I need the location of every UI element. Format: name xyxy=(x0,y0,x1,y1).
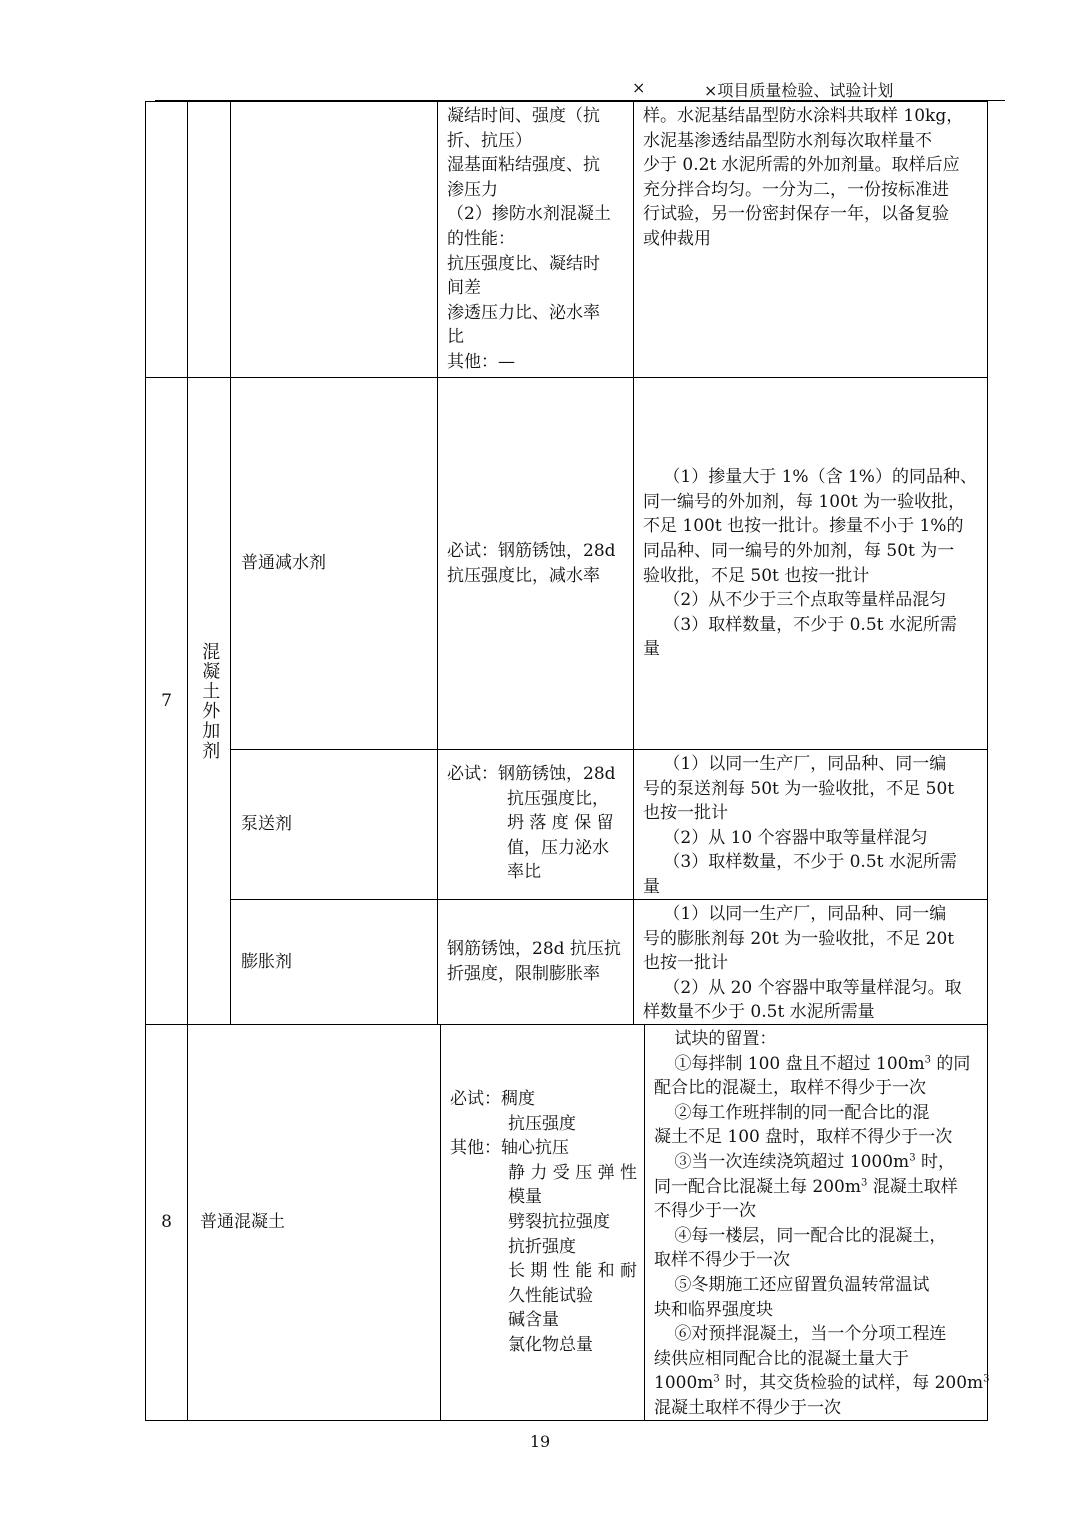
row7-item-sampling-line: 同一编号的外加剂，每 100t 为一验收批， xyxy=(643,491,966,512)
row7-item-sampling-line: 号的膨胀剂每 20t 为一验收批，不足 20t xyxy=(643,928,955,949)
row7-item-sampling-line: 验收批，不足 50t 也按一批计 xyxy=(643,565,870,586)
row7-item-test-line: 抗压强度比， xyxy=(507,788,609,809)
row7-item-test-line: 钢筋锈蚀，28d 抗压抗 xyxy=(447,939,621,960)
row7-item-sampling-line: （3）取样数量，不少于 0.5t 水泥所需 xyxy=(663,852,957,873)
row8-sampling-line: $1000m^3$ 时，其交货检验的试样，每 $200m^3$ xyxy=(654,1373,990,1394)
row7-item-sampling-line: 也按一批计 xyxy=(643,953,728,974)
row8-sampling-line: ①每拌制 100 盘且不超过 $100m^3$ 的同 xyxy=(674,1053,971,1074)
row8-sampling-line: 同一配合比混凝土每 $200m^3$ 混凝土取样 xyxy=(654,1176,958,1197)
row7-category: 混凝土外加剂 xyxy=(199,641,221,761)
cont-sampling-line: 样。水泥基结晶型防水涂料共取样 10kg， xyxy=(643,106,964,126)
row8-test-line: 模量 xyxy=(508,1187,542,1208)
cont-test-line: 凝结时间、强度（抗 xyxy=(447,106,600,126)
row7-item-sampling-line: （1）掺量大于 1%（含 1%）的同品种、 xyxy=(663,467,977,488)
row8-test-line: 抗折强度 xyxy=(508,1236,576,1257)
row7-item-tests-cell xyxy=(437,749,634,900)
cont-sampling-line: 水泥基渗透结晶型防水剂每次取样量不 xyxy=(643,130,932,151)
row7-item-name-cell xyxy=(230,377,438,750)
cont-test-line: 折、抗压） xyxy=(447,130,532,151)
row8-name: 普通混凝土 xyxy=(200,1212,285,1233)
row8-sampling-line: 块和临界强度块 xyxy=(654,1299,773,1320)
row7-item-sampling-line: （2）从不少于三个点取等量样品混匀 xyxy=(663,590,947,611)
row7-item-test-line: 必试：钢筋锈蚀，28d xyxy=(447,764,616,784)
row7-item-test-line: 坍 落 度 保 留 xyxy=(507,813,614,834)
row7-item-test-line: 折强度，限制膨胀率 xyxy=(447,964,600,984)
row8-test-line: 劈裂抗拉强度 xyxy=(508,1211,610,1232)
row7-item-sampling-line: 样数量不少于 0.5t 水泥所需量 xyxy=(643,1002,875,1023)
row8-sampling-line: 取样不得少于一次 xyxy=(654,1250,790,1271)
row7-item-sampling-line: 量 xyxy=(643,876,660,897)
cont-sampling-line: 或仲裁用 xyxy=(643,228,711,249)
row7-item-sampling-line: 号的泵送剂每 50t 为一验收批，不足 50t xyxy=(643,778,955,799)
row8-test-line: 必试：稠度 xyxy=(450,1089,535,1109)
row7-item-test-line: 抗压强度比，减水率 xyxy=(447,565,600,586)
row7-item-sampling-cell xyxy=(633,749,988,900)
row8-sampling-line: ⑤冬期施工还应留置负温转常温试 xyxy=(674,1274,930,1295)
row8-test-line: 氯化物总量 xyxy=(508,1334,593,1355)
row8-sampling-line: ③当一次连续浇筑超过 $1000m^3$ 时， xyxy=(674,1151,955,1172)
row8-sampling-cell xyxy=(644,1024,988,1421)
row8-test-line: 其他：轴心抗压 xyxy=(450,1138,569,1159)
row7-item-name-cell xyxy=(230,749,438,900)
cont-test-line: 渗压力 xyxy=(447,179,498,200)
cont-tests-cell xyxy=(437,101,634,378)
row7-number: 7 xyxy=(145,377,188,1025)
row7-item-test-line: 率比 xyxy=(507,862,541,883)
row8-test-line: 久性能试验 xyxy=(508,1285,593,1306)
row8-sampling-line: ④每一楼层，同一配合比的混凝土， xyxy=(674,1225,947,1246)
row7-item-name-cell xyxy=(230,899,438,1025)
row8-sampling-line: 试块的留置： xyxy=(674,1029,777,1049)
row7-item-sampling-line: （1）以同一生产厂，同品种、同一编 xyxy=(663,754,947,774)
row8-sampling-line: 混凝土取样不得少于一次 xyxy=(654,1397,841,1418)
cont-sampling-cell xyxy=(633,101,988,378)
row8-test-line: 长 期 性 能 和 耐 xyxy=(508,1261,638,1282)
cont-no-cell xyxy=(145,101,188,378)
row7-item-sampling-line: 不足 100t 也按一批计。掺量不小于 1%的 xyxy=(643,516,964,537)
cont-test-line: 湿基面粘结强度、抗 xyxy=(447,155,600,176)
row8-sampling-line: 配合比的混凝土，取样不得少于一次 xyxy=(654,1078,926,1099)
row7-item-sampling-line: 量 xyxy=(643,639,660,660)
row7-item-tests-cell xyxy=(437,377,634,750)
row7-item-sampling-line: 也按一批计 xyxy=(643,803,728,824)
cont-sampling-line: 充分拌合均匀。一分为二，一份按标准进 xyxy=(643,179,949,200)
row7-item-name: 泵送剂 xyxy=(241,814,292,835)
row7-item-test-line: 值，压力泌水 xyxy=(507,837,609,858)
cont-sampling-line: 少于 0.2t 水泥所需的外加剂量。取样后应 xyxy=(643,155,960,176)
row8-sampling-line: ⑥对预拌混凝土，当一个分项工程连 xyxy=(674,1324,947,1345)
row8-name-cell xyxy=(187,1024,441,1421)
running-header xyxy=(600,74,1020,98)
row7-item-sampling-line: （2）从 10 个容器中取等量样混匀 xyxy=(663,827,928,848)
row7-item-sampling-cell xyxy=(633,377,988,750)
cont-test-line: 比 xyxy=(447,327,464,348)
cont-sampling-line: 行试验，另一份密封保存一年，以备复验 xyxy=(643,204,949,225)
row7-item-sampling-line: （1）以同一生产厂，同品种、同一编 xyxy=(663,904,947,924)
cont-item-cell xyxy=(230,101,438,378)
page-number: 19 xyxy=(529,1432,551,1451)
row7-item-name: 普通减水剂 xyxy=(241,553,326,574)
row8-sampling-line: ②每工作班拌制的同一配合比的混 xyxy=(674,1102,930,1123)
cont-test-line: 抗压强度比、凝结时 xyxy=(447,253,600,274)
cont-test-line: 其他：— xyxy=(447,351,515,372)
row8-test-line: 碱含量 xyxy=(508,1310,559,1331)
row8-sampling-line: 续供应相同配合比的混凝土量大于 xyxy=(654,1348,909,1369)
row7-item-test-line: 必试：钢筋锈蚀，28d xyxy=(447,540,616,561)
row7-item-name: 膨胀剂 xyxy=(241,951,292,972)
cont-test-line: 的性能： xyxy=(447,228,515,249)
cont-test-line: 渗透压力比、泌水率 xyxy=(447,302,600,323)
row8-sampling-line: 凝土不足 100 盘时，取样不得少于一次 xyxy=(654,1127,953,1148)
row8-tests-cell xyxy=(440,1024,645,1421)
row7-category-cell xyxy=(187,377,231,1025)
row7-item-sampling-cell xyxy=(633,899,988,1025)
row8-number: 8 xyxy=(145,1024,188,1421)
row8-test-line: 抗压强度 xyxy=(508,1113,576,1134)
row7-item-sampling-line: （2）从 20 个容器中取等量样混匀。取 xyxy=(663,977,962,998)
row8-sampling-line: 不得少于一次 xyxy=(654,1201,756,1222)
cont-test-line: （2）掺防水剂混凝土 xyxy=(447,204,611,225)
row7-item-sampling-line: （3）取样数量，不少于 0.5t 水泥所需 xyxy=(663,614,957,635)
cont-category-cell xyxy=(187,101,231,378)
row7-item-tests-cell xyxy=(437,899,634,1025)
header-title: ×项目质量检验、试验计划 xyxy=(704,81,894,100)
header-mark: × xyxy=(632,78,646,97)
cont-test-line: 间差 xyxy=(447,278,481,299)
row8-test-line: 静 力 受 压 弹 性 xyxy=(508,1162,638,1183)
row7-item-sampling-line: 同品种、同一编号的外加剂，每 50t 为一 xyxy=(643,540,955,561)
